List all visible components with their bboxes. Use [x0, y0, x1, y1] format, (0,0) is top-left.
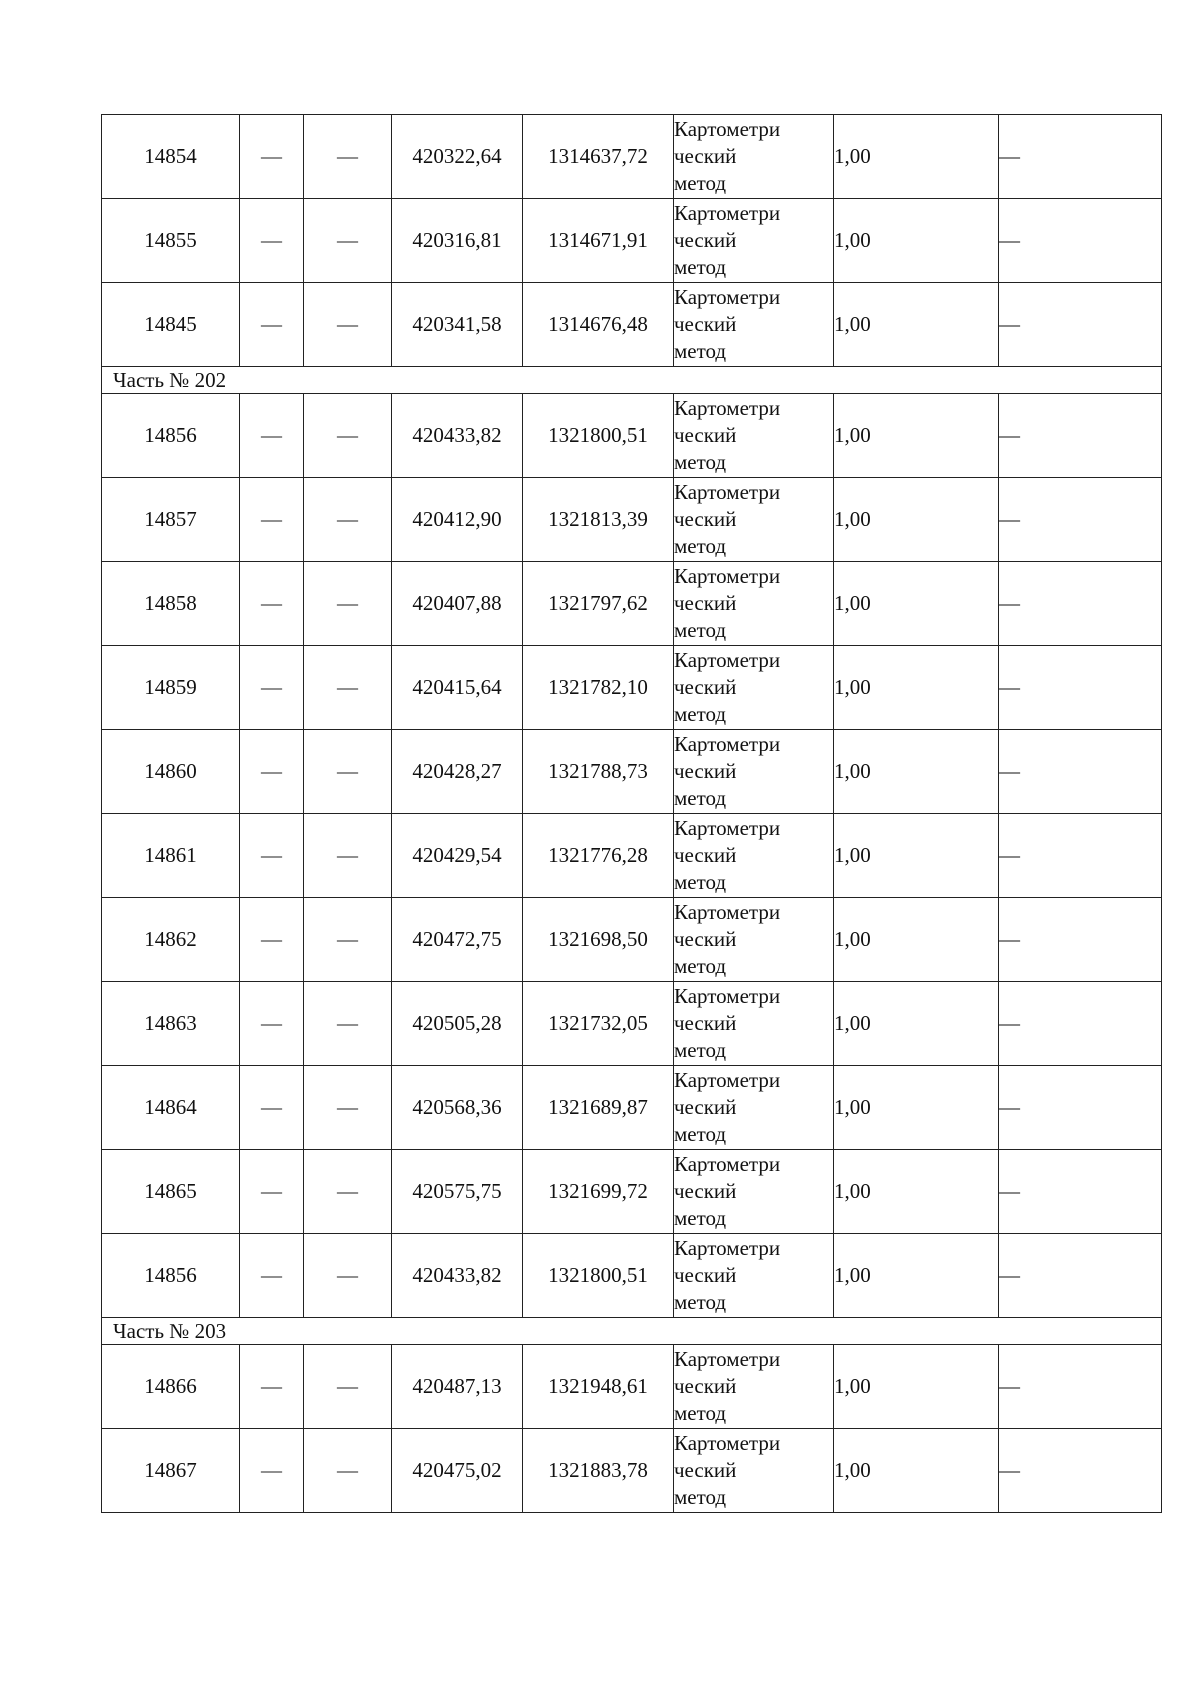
description-cell: — — [999, 646, 1162, 730]
x-coordinate-cell: 420316,81 — [392, 199, 523, 283]
empty-cell-2: — — [304, 730, 392, 814]
method-text-line: ческий — [674, 1095, 737, 1119]
section-title: Часть № 202 — [102, 367, 1162, 394]
y-coordinate-cell: 1314671,91 — [523, 199, 674, 283]
method-text-line: Картометри — [674, 117, 781, 141]
table-row — [102, 478, 1162, 562]
description-cell: — — [999, 478, 1162, 562]
empty-cell-1: — — [240, 982, 304, 1066]
y-coordinate-cell: 1321782,10 — [523, 646, 674, 730]
x-coordinate-cell: 420341,58 — [392, 283, 523, 367]
y-coordinate-cell: 1321800,51 — [523, 1234, 674, 1318]
method-text-line: метод — [674, 171, 727, 195]
method-text-line: метод — [674, 534, 727, 558]
empty-cell-2: — — [304, 199, 392, 283]
table-row — [102, 1150, 1162, 1234]
method-text-line: Картометри — [674, 648, 781, 672]
empty-cell-2: — — [304, 478, 392, 562]
accuracy-cell: 1,00 — [834, 646, 999, 730]
accuracy-cell: 1,00 — [834, 814, 999, 898]
method-text-line: ческий — [674, 759, 737, 783]
table-row — [102, 283, 1162, 367]
y-coordinate-cell: 1321776,28 — [523, 814, 674, 898]
empty-cell-2: — — [304, 1234, 392, 1318]
table-row — [102, 1429, 1162, 1513]
method-text-line: Картометри — [674, 1236, 781, 1260]
y-coordinate-cell: 1321689,87 — [523, 1066, 674, 1150]
method-cell — [674, 730, 834, 814]
table-row — [102, 1345, 1162, 1429]
coordinates-table — [101, 114, 1162, 1513]
table-row — [102, 394, 1162, 478]
accuracy-cell: 1,00 — [834, 1429, 999, 1513]
method-cell — [674, 898, 834, 982]
accuracy-cell: 1,00 — [834, 115, 999, 199]
point-number-cell: 14862 — [102, 898, 240, 982]
description-cell: — — [999, 814, 1162, 898]
y-coordinate-cell: 1321699,72 — [523, 1150, 674, 1234]
method-text-line: метод — [674, 339, 727, 363]
y-coordinate-cell: 1321813,39 — [523, 478, 674, 562]
point-number-cell: 14866 — [102, 1345, 240, 1429]
point-number-cell: 14858 — [102, 562, 240, 646]
y-coordinate-cell: 1321698,50 — [523, 898, 674, 982]
x-coordinate-cell: 420575,75 — [392, 1150, 523, 1234]
table-row — [102, 1066, 1162, 1150]
method-text-line: ческий — [674, 144, 737, 168]
method-text-line: ческий — [674, 1458, 737, 1482]
method-text-line: Картометри — [674, 984, 781, 1008]
x-coordinate-cell: 420433,82 — [392, 394, 523, 478]
description-cell: — — [999, 1150, 1162, 1234]
table-row — [102, 562, 1162, 646]
method-text-line: ческий — [674, 927, 737, 951]
method-cell — [674, 982, 834, 1066]
accuracy-cell: 1,00 — [834, 478, 999, 562]
method-cell — [674, 1066, 834, 1150]
empty-cell-1: — — [240, 478, 304, 562]
method-text-line: метод — [674, 1122, 727, 1146]
accuracy-cell: 1,00 — [834, 1150, 999, 1234]
description-cell: — — [999, 394, 1162, 478]
empty-cell-2: — — [304, 982, 392, 1066]
empty-cell-1: — — [240, 394, 304, 478]
empty-cell-2: — — [304, 1150, 392, 1234]
y-coordinate-cell: 1321800,51 — [523, 394, 674, 478]
accuracy-cell: 1,00 — [834, 1234, 999, 1318]
method-text-line: Картометри — [674, 480, 781, 504]
x-coordinate-cell: 420429,54 — [392, 814, 523, 898]
method-text-line: ческий — [674, 1011, 737, 1035]
method-text-line: ческий — [674, 843, 737, 867]
empty-cell-1: — — [240, 283, 304, 367]
x-coordinate-cell: 420568,36 — [392, 1066, 523, 1150]
point-number-cell: 14863 — [102, 982, 240, 1066]
x-coordinate-cell: 420322,64 — [392, 115, 523, 199]
x-coordinate-cell: 420433,82 — [392, 1234, 523, 1318]
accuracy-cell: 1,00 — [834, 394, 999, 478]
method-text-line: Картометри — [674, 1431, 781, 1455]
section-header-row — [102, 367, 1162, 394]
point-number-cell: 14860 — [102, 730, 240, 814]
table-row — [102, 982, 1162, 1066]
point-number-cell: 14867 — [102, 1429, 240, 1513]
method-text-line: метод — [674, 870, 727, 894]
table-row — [102, 814, 1162, 898]
empty-cell-1: — — [240, 199, 304, 283]
point-number-cell: 14864 — [102, 1066, 240, 1150]
empty-cell-1: — — [240, 814, 304, 898]
empty-cell-2: — — [304, 394, 392, 478]
description-cell: — — [999, 1234, 1162, 1318]
accuracy-cell: 1,00 — [834, 1345, 999, 1429]
description-cell: — — [999, 1429, 1162, 1513]
description-cell: — — [999, 562, 1162, 646]
table-row — [102, 898, 1162, 982]
method-cell — [674, 1345, 834, 1429]
empty-cell-2: — — [304, 1429, 392, 1513]
method-text-line: Картометри — [674, 816, 781, 840]
section-header-row — [102, 1318, 1162, 1345]
y-coordinate-cell: 1321732,05 — [523, 982, 674, 1066]
description-cell: — — [999, 1345, 1162, 1429]
method-text-line: метод — [674, 1206, 727, 1230]
empty-cell-2: — — [304, 646, 392, 730]
method-text-line: метод — [674, 618, 727, 642]
point-number-cell: 14861 — [102, 814, 240, 898]
point-number-cell: 14865 — [102, 1150, 240, 1234]
empty-cell-1: — — [240, 1150, 304, 1234]
y-coordinate-cell: 1321797,62 — [523, 562, 674, 646]
empty-cell-1: — — [240, 1234, 304, 1318]
y-coordinate-cell: 1321948,61 — [523, 1345, 674, 1429]
table-row — [102, 730, 1162, 814]
point-number-cell: 14854 — [102, 115, 240, 199]
point-number-cell: 14859 — [102, 646, 240, 730]
empty-cell-1: — — [240, 115, 304, 199]
method-text-line: Картометри — [674, 900, 781, 924]
table-row — [102, 115, 1162, 199]
x-coordinate-cell: 420472,75 — [392, 898, 523, 982]
description-cell: — — [999, 199, 1162, 283]
accuracy-cell: 1,00 — [834, 562, 999, 646]
method-text-line: метод — [674, 1290, 727, 1314]
method-cell — [674, 1429, 834, 1513]
method-text-line: Картометри — [674, 1347, 781, 1371]
x-coordinate-cell: 420475,02 — [392, 1429, 523, 1513]
method-text-line: ческий — [674, 675, 737, 699]
description-cell: — — [999, 115, 1162, 199]
method-text-line: ческий — [674, 1179, 737, 1203]
accuracy-cell: 1,00 — [834, 730, 999, 814]
y-coordinate-cell: 1321883,78 — [523, 1429, 674, 1513]
method-text-line: метод — [674, 1485, 727, 1509]
x-coordinate-cell: 420487,13 — [392, 1345, 523, 1429]
method-text-line: Картометри — [674, 201, 781, 225]
x-coordinate-cell: 420428,27 — [392, 730, 523, 814]
empty-cell-1: — — [240, 898, 304, 982]
empty-cell-2: — — [304, 562, 392, 646]
point-number-cell: 14856 — [102, 1234, 240, 1318]
y-coordinate-cell: 1321788,73 — [523, 730, 674, 814]
method-text-line: Картометри — [674, 396, 781, 420]
method-cell — [674, 199, 834, 283]
method-text-line: метод — [674, 1038, 727, 1062]
method-text-line: ческий — [674, 1374, 737, 1398]
point-number-cell: 14845 — [102, 283, 240, 367]
method-cell — [674, 394, 834, 478]
method-text-line: Картометри — [674, 1152, 781, 1176]
table-row — [102, 1234, 1162, 1318]
x-coordinate-cell: 420415,64 — [392, 646, 523, 730]
point-number-cell: 14855 — [102, 199, 240, 283]
method-cell — [674, 646, 834, 730]
x-coordinate-cell: 420412,90 — [392, 478, 523, 562]
accuracy-cell: 1,00 — [834, 982, 999, 1066]
description-cell: — — [999, 1066, 1162, 1150]
method-text-line: метод — [674, 1401, 727, 1425]
empty-cell-1: — — [240, 1429, 304, 1513]
method-text-line: Картометри — [674, 732, 781, 756]
method-text-line: Картометри — [674, 1068, 781, 1092]
empty-cell-1: — — [240, 1066, 304, 1150]
empty-cell-2: — — [304, 898, 392, 982]
method-cell — [674, 283, 834, 367]
accuracy-cell: 1,00 — [834, 1066, 999, 1150]
method-cell — [674, 1150, 834, 1234]
table-body — [102, 115, 1162, 1513]
method-text-line: Картометри — [674, 564, 781, 588]
section-title: Часть № 203 — [102, 1318, 1162, 1345]
method-cell — [674, 562, 834, 646]
method-text-line: ческий — [674, 312, 737, 336]
accuracy-cell: 1,00 — [834, 283, 999, 367]
empty-cell-1: — — [240, 646, 304, 730]
point-number-cell: 14856 — [102, 394, 240, 478]
method-text-line: ческий — [674, 507, 737, 531]
method-text-line: ческий — [674, 591, 737, 615]
method-text-line: ческий — [674, 228, 737, 252]
empty-cell-1: — — [240, 730, 304, 814]
table-row — [102, 646, 1162, 730]
x-coordinate-cell: 420407,88 — [392, 562, 523, 646]
method-text-line: ческий — [674, 423, 737, 447]
empty-cell-1: — — [240, 562, 304, 646]
method-cell — [674, 814, 834, 898]
table-row — [102, 199, 1162, 283]
x-coordinate-cell: 420505,28 — [392, 982, 523, 1066]
method-cell — [674, 1234, 834, 1318]
empty-cell-2: — — [304, 1345, 392, 1429]
method-text-line: ческий — [674, 1263, 737, 1287]
y-coordinate-cell: 1314637,72 — [523, 115, 674, 199]
empty-cell-2: — — [304, 115, 392, 199]
method-text-line: метод — [674, 954, 727, 978]
description-cell: — — [999, 730, 1162, 814]
method-text-line: метод — [674, 450, 727, 474]
empty-cell-2: — — [304, 283, 392, 367]
accuracy-cell: 1,00 — [834, 199, 999, 283]
accuracy-cell: 1,00 — [834, 898, 999, 982]
empty-cell-2: — — [304, 1066, 392, 1150]
method-cell — [674, 478, 834, 562]
point-number-cell: 14857 — [102, 478, 240, 562]
empty-cell-2: — — [304, 814, 392, 898]
method-text-line: Картометри — [674, 285, 781, 309]
method-text-line: метод — [674, 255, 727, 279]
description-cell: — — [999, 982, 1162, 1066]
description-cell: — — [999, 283, 1162, 367]
y-coordinate-cell: 1314676,48 — [523, 283, 674, 367]
description-cell: — — [999, 898, 1162, 982]
method-text-line: метод — [674, 786, 727, 810]
method-text-line: метод — [674, 702, 727, 726]
empty-cell-1: — — [240, 1345, 304, 1429]
method-cell — [674, 115, 834, 199]
